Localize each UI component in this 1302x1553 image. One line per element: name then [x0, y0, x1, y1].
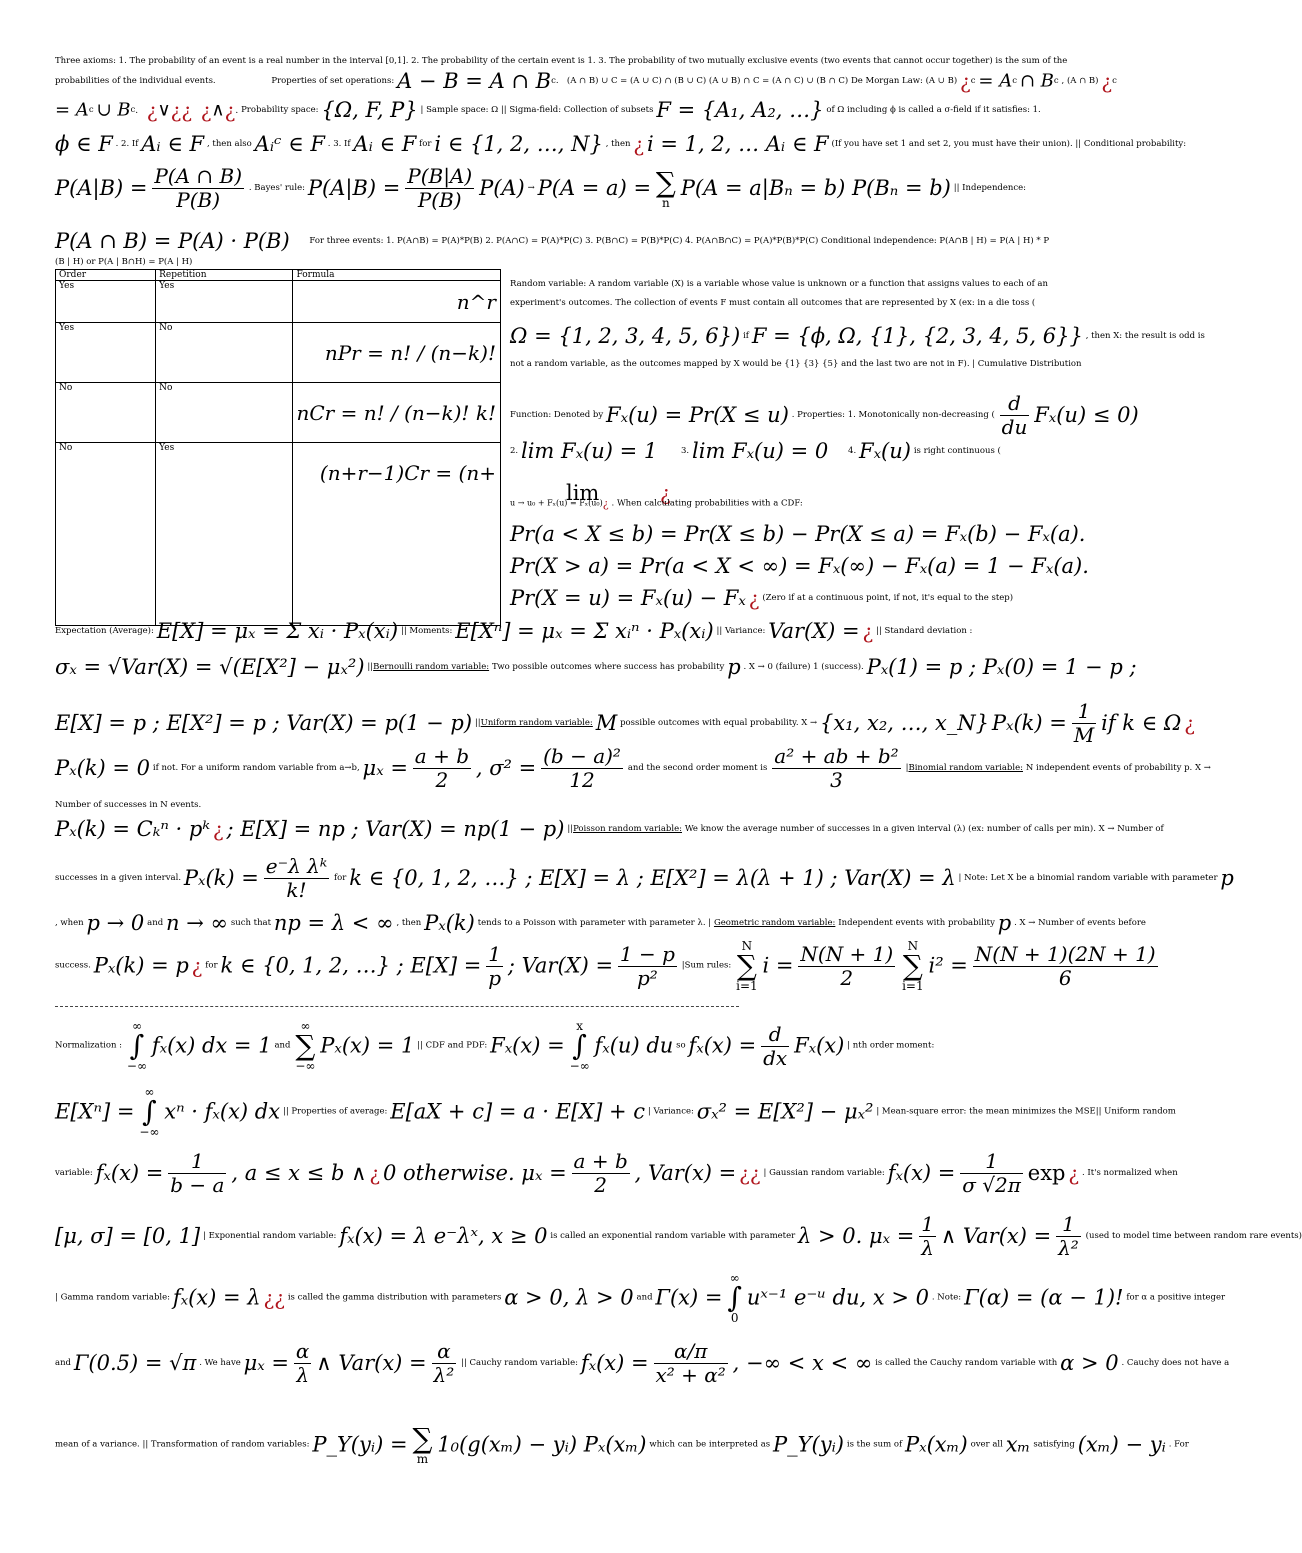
independence-eq: P(A ∩ B) = P(A) · P(B) — [55, 229, 290, 253]
table-row: Yes Yes n^r — [56, 281, 501, 323]
normalization-eq: fₓ(x) dx = 1 — [151, 1033, 272, 1058]
variance-eq: Var(X) = — [768, 619, 860, 643]
geometric-sum-line: success. Pₓ(k) = p ¿ for k ∈ {0, 1, 2, …} ; E[X] = $\frac{1}{p}$ ; Var(X) = $\frac{1 - p}{\text{p²}}$ |Sum rules: N ∑ i=1 i = $\frac{N(N + 1)}{2}$ N ∑ i=1 i² = $\frac{N(N + 1)(2N + 1)}{6}$ — [55, 939, 1156, 993]
independence-line — [55, 230, 1145, 253]
nth-moment-line: E[Xⁿ] = ∞ ∫ −∞ xⁿ · fₓ(x) dx || Properties of average: E[aX + c] = a · E[X] + c | Variance: σₓ² = E[X²] − μₓ² | Mean-square error: the mean minimizes the MSE|| Uniform random — [55, 1085, 1176, 1139]
transformation-line: mean of a variance. || Transformation of random variables: P_Y(yᵢ) = ∑ m 1₀(g(xₘ) − yᵢ) Pₓ(xₘ) which can be interpreted as P_Y(yᵢ) is the sum of Pₓ(xₘ) over all xₘ satisfying (xₘ) − yᵢ . For — [55, 1422, 1189, 1466]
cdf-tail-eq: Pr(X > a) = Pr(a < X < ∞) = Fₓ(∞) − Fₓ(a) = 1 − Fₓ(a). — [510, 554, 1089, 578]
poisson-line: successes in a given interval. Pₓ(k) = $\frac{\text{e⁻λ λᵏ}}{k!}$ for k ∈ {0, 1, 2, …} ; E[X] = λ ; E[X²] = λ(λ + 1) ; Var(X) = λ | Note: Let X be a binomial random variable with parameter p — [55, 854, 1234, 902]
exponential-line: [μ, σ] = [0, 1] | Exponential random variable: fₓ(x) = λ e⁻λˣ, x ≥ 0 is called an exponential random variable with parameter λ > 0. μₓ = $\frac{1}{\lambda}$ ∧ Var(x) = $\frac{1}{\text{λ²}}$ (used to model time between random rare events) — [55, 1212, 1302, 1260]
table-row: No Yes (n+r−1)Cr = (n+ — [56, 443, 501, 626]
table-row: No No nCr = n! / (n−k)! k! — [56, 383, 501, 443]
nth-moment-eq: xⁿ · fₓ(x) dx — [164, 1099, 281, 1124]
counting-table — [55, 269, 501, 626]
bayes-line: P(A|B) = $\frac{P(A \cap B)}{P(B)}$ . Bayes' rule: P(A|B) = $\frac{P(B|A)}{P(B)}$ P(A) → P(A = a) = ∑ n P(A = a|Bₙ = b) P(Bₙ = b) || Independence: — [55, 164, 1027, 212]
gamma-eq: fₓ(x) = λ — [172, 1285, 261, 1310]
prob-space-label: Probability space: — [241, 104, 319, 115]
cdf-point-eq: Pr(X = u) = Fₓ(u) − Fₓ — [510, 586, 746, 610]
table-header: Formula — [293, 270, 501, 281]
prob-space-eq: {Ω, F, P} — [321, 98, 418, 122]
transformation-eq: 1₀(g(xₘ) − yᵢ) Pₓ(xₘ) — [437, 1432, 647, 1457]
uniform-moments-line: Pₓ(k) = 0 if not. For a uniform random variable from a→b, μₓ = $\frac{a + b}{2}$ , σ² = $\frac{\text{(b − a)²}}{12}$ and the second order moment is $\frac{\text{a² + ab + b²}}{3}$ |Binomial random variable: N independent events of probability p. X → — [55, 744, 1211, 792]
expectation-eq: E[X] = μₓ = Σ xᵢ · Pₓ(xᵢ) — [156, 619, 399, 643]
expectation-line: Expectation (Average): E[X] = μₓ = Σ xᵢ · Pₓ(xᵢ) || Moments: E[Xⁿ] = μₓ = Σ xᵢⁿ · Pₓ(xᵢ) || Variance: Var(X) = ¿ || Standard deviation : — [55, 619, 973, 644]
geometric-eq: Pₓ(k) = p — [93, 953, 189, 978]
three-events-text: For three events: 1. P(A∩B) = P(A)*P(B) 2. P(A∩C) = P(A)*P(C) 3. P(B∩C) = P(B)*P(C) 4. P(A∩B∩C) = P(A)*P(B)*P(C) Conditional independence: P(A∩B | H) = P(A | H) * P — [309, 235, 1050, 246]
axioms-text-cont: probabilities of the individual events. — [55, 75, 216, 86]
binomial-poisson-line: Pₓ(k) = Cₖⁿ · pᵏ ¿ ; E[X] = np ; Var(X) = np(1 − p) ||Poisson random variable: We know the average number of successes in a given interval (λ) (ex: number of calls per min). X → Number of — [55, 817, 1164, 842]
continuous-uniform-line: variable: fₓ(x) = $\frac{1}{b - a}$ , a ≤ x ≤ b ∧ ¿ 0 otherwise. μₓ = $\frac{a + b}{2}$ , Var(x) = ¿¿ | Gaussian random variable: fₓ(x) = $\frac{1}{\sigma √2\pi}$ exp ¿ . It's normalized when — [55, 1149, 1178, 1197]
formula-cell: nCr = n! / (n−k)! k! — [293, 383, 501, 443]
probability-space-line: = Ac ∪ Bc. ¿∨¿¿ ¿∧¿. Probability space: {Ω, F, P} | Sample space: Ω || Sigma-field: Collection of subsets F = {A₁, A₂, …} of Ω including ϕ is called a σ-field if it satisfies: 1. — [55, 98, 1041, 123]
std-eq: σₓ = √Var(X) = √(E[X²] − μₓ²) — [55, 655, 365, 679]
std-bernoulli-line: σₓ = √Var(X) = √(E[X²] − μₓ²) ||Bernoulli random variable: Two possible outcomes where success has probability p . X → 0 (failure) 1 (success). Pₓ(1) = p ; Pₓ(0) = 1 − p ; — [55, 655, 1137, 679]
rv-definition: Random variable: A random variable (X) is a variable whose value is unknown or a function that assigns values to each of an — [510, 279, 1048, 289]
bernoulli-eq: Pₓ(1) = p ; Pₓ(0) = 1 − p ; — [866, 655, 1137, 679]
sigma-field-conditions: ϕ ∈ F . 2. If Aᵢ ∈ F , then also Aᵢᶜ ∈ F . 3. If Aᵢ ∈ F for i ∈ {1, 2, …, N} , then ¿ i = 1, 2, … Aᵢ ∈ F (If you have set 1 and set 2, you must have their union). || Conditional probability: — [55, 132, 1187, 157]
exponential-eq: fₓ(x) = λ e⁻λˣ, x ≥ 0 — [339, 1223, 548, 1248]
sigma-field-eq: F = {A₁, A₂, …} — [656, 98, 824, 122]
cauchy-line: and Γ(0.5) = √π . We have μₓ = $\frac{\alpha}{\lambda}$ ∧ Var(x) = $\frac{\alpha}{\text{λ²}}$ || Cauchy random variable: fₓ(x) = $\frac{\alpha/\pi}{\text{x² + α²}}$ , −∞ < x < ∞ is called the Cauchy random variable with α > 0 . Cauchy does not have a — [55, 1339, 1230, 1387]
poisson-eq: k ∈ {0, 1, 2, …} ; E[X] = λ ; E[X²] = λ(λ + 1) ; Var(X) = λ — [349, 865, 956, 890]
axioms-line — [55, 57, 1145, 68]
table-header: Order — [56, 270, 156, 281]
sum-rule-1: i = — [762, 953, 794, 978]
table-header: Repetition — [156, 270, 293, 281]
moments-eq: E[Xⁿ] = μₓ = Σ xᵢⁿ · Pₓ(xᵢ) — [455, 619, 714, 643]
gamma-line: | Gamma random variable: fₓ(x) = λ ¿¿ is called the gamma distribution with parameters α > 0, λ > 0 and Γ(x) = ∞ ∫ 0 uˣ⁻¹ e⁻ᵘ du, x > 0 . Note: Γ(α) = (α − 1)! for α a positive integer — [55, 1271, 1226, 1325]
glyph: ¿ — [960, 69, 971, 94]
document-page: Three axioms: 1. The probability of an event is a real number in the interval [0,1]. 2. The probability of the certain event is 1. 3. The probability of two mutually exclusive events (two events that cannot occur together) is the sum of the probabilities of the individual events. Properties of set operations: A − B = A ∩ Bc. (A ∩ B) ∪ C = (A ∪ C) ∩ (B ∪ C) (A ∪ B) ∩ C = (A ∩ C) ∪ (B ∩ C) De Morgan Law: (A ∪ B) ¿c = Ac ∩ Bc , (A ∩ B) ¿c = Ac ∪ Bc. ¿∨¿¿ ¿∧¿. Probability space: {Ω, F, P} | Sample space: Ω || Sigma-field: Collection of subsets F = {A₁, A₂, …} of Ω including ϕ is called a σ-field if it satisfies: 1. ϕ ∈ F . 2. If Aᵢ ∈ F , then also Aᵢᶜ ∈ F . 3. If Aᵢ ∈ F for i ∈ {1, 2, …, N} , then ¿ i = 1, 2, … Aᵢ ∈ F (If you have set 1 and set 2, you must have their union). || Conditional probability: P(A|B) = $\frac{P(A \cap B)}{P(B)}$ . Bayes' rule: P(A|B) = $\frac{P(B|A)}{P(B)}$ P(A) → P(A = a) = ∑ n P(A = a|Bₙ = b) P(Bₙ = b) || Independence: P(A ∩ B) = P(A) · P(B) For three events: 1. P(A∩B) = P(A)*P(B) 2. P(A∩C) = P(A)*P(C) 3. P(B∩C) = P(B)*P(C) 4. P(A∩B∩C) = P(A)*P(B)*P(C) Conditional independence: P(A∩B | H) = P(A | H) * P (B | H) or P(A | B∩H) = P(A | H) Order Repetition Formula Yes Yes n^r Yes No nPr = n! / (n−k)! No No nCr = n! / (n−k)! k! No Yes (n+r−1)Cr = (n+ Random variable: A random variable (X) is a variable whose value is unknown or a function that assigns values to each of an experiment's outcomes. The collection of events F must contain all outcomes that are represented by X (ex: in a die toss ( Ω = {1, 2, 3, 4, 5, 6}) if F = {ϕ, Ω, {1}, {2, 3, 4, 5, 6}} , then X: the result is odd is not a random variable, as the outcomes mapped by X would be {1} {3} {5} and the last two are not in F). | Cumulative Distribution Function: Denoted by Fₓ(u) = Pr(X ≤ u) . Properties: 1. Monotonically non-decreasing ( $\frac{d}{du}$ Fₓ(u) ≤ 0) 2. lim Fₓ(u) = 1 3. lim Fₓ(u) = 0 4. Fₓ(u) is right continuous ( lim ¿ u → u₀ + Fₓ(u) = Fₓ(u₀)¿ . When calculating probabilities with a CDF: Pr(a < X ≤ b) = Pr(X ≤ b) − Pr(X ≤ a) = Fₓ(b) − Fₓ(a). Pr(X > a) = Pr(a < X < ∞) = Fₓ(∞) − Fₓ(a) = 1 − Fₓ(a). Pr(X = u) = Fₓ(u) − Fₓ ¿ (Zero if at a continuous point, if not, it's equal to the step) Expectation (Average): E[X] = μₓ = Σ xᵢ · Pₓ(xᵢ) || Moments: E[Xⁿ] = μₓ = Σ xᵢⁿ · Pₓ(xᵢ) || Variance: Var(X) = ¿ || Standard deviation : σₓ = √Var(X) = √(E[X²] − μₓ²) ||Bernoulli random variable: Two possible outcomes where success has probability p . X → 0 (failure) 1 (success). Pₓ(1) = p ; Pₓ(0) = 1 − p ; E[X] = p ; E[X²] = p ; Var(X) = p(1 − p) ||Uniform random variable: M possible outcomes with equal probability. X → {x₁, x₂, …, x_N} Pₓ(k) = $\frac{1}{M}$ if k ∈ Ω ¿ Pₓ(k) = 0 if not. For a uniform random variable from a→b, μₓ = $\frac{a + b}{2}$ , σ² = $\frac{\text{(b − a)²}}{12}$ and the second order moment is $\frac{\text{a² + ab + b²}}{3}$ |Binomial random variable: N independent events of probability p. X → Number of successes in N events. Pₓ(k) = Cₖⁿ · pᵏ ¿ ; E[X] = np ; Var(X) = np(1 − p) ||Poisson random variable: We know the average number of successes in a given interval (λ) (ex: number of calls per min). X → Number of successes in a given interval. Pₓ(k) = $\frac{\text{e⁻λ λᵏ}}{k!}$ for k ∈ {0, 1, 2, …} ; E[X] = λ ; E[X²] = λ(λ + 1) ; Var(X) = λ | Note: Let X be a binomial random variable with parameter p , when p → 0 and n → ∞ such that np = λ < ∞ , then Pₓ(k) tends to a Poisson with parameter with parameter λ. | Geometric random variable: Independent events with probability p . X → Number of events before success. Pₓ(k) = p ¿ for k ∈ {0, 1, 2, …} ; E[X] = $\frac{1}{p}$ ; Var(X) = $\frac{1 - p}{\text{p²}}$ |Sum rules: N ∑ i=1 i = $\frac{N(N + 1)}{2}$ N ∑ i=1 i² = $\frac{N(N + 1)(2N + 1)}{6}$ Normalization : ∞ ∫ −∞ fₓ(x) dx = 1 and ∞ ∑ −∞ Pₓ(x) = 1 || CDF and PDF: Fₓ(x) = x ∫ −∞ fₓ(u) du so fₓ(x) = $\frac{d}{dx}$ Fₓ(x) | nth order moment: E[Xⁿ] = ∞ ∫ −∞ xⁿ · fₓ(x) dx || Properties of average: E[aX + c] = a · E[X] + c | Variance: σₓ² = E[X²] − μₓ² | Mean-square error: the mean minimizes the MSE|| Uniform random variable: fₓ(x) = $\frac{1}{b - a}$ , a ≤ x ≤ b ∧ ¿ 0 otherwise. μₓ = $\frac{a + b}{2}$ , Var(x) = ¿¿ | Gaussian random variable: fₓ(x) = $\frac{1}{\sigma √2\pi}$ exp ¿ . It's normalized when [μ, σ] = [0, 1] | Exponential random variable: fₓ(x) = λ e⁻λˣ, x ≥ 0 is called an exponential random variable with parameter λ > 0. μₓ = $\frac{1}{\lambda}$ ∧ Var(x) = $\frac{1}{\text{λ²}}$ (used to model time between random rare events) | Gamma random variable: fₓ(x) = λ ¿¿ is called the gamma distribution with parameters α > 0, λ > 0 and Γ(x) = ∞ ∫ 0 uˣ⁻¹ e⁻ᵘ du, x > 0 . Note: Γ(α) = (α − 1)! for α a positive integer and Γ(0.5) = √π . We have μₓ = $\frac{\alpha}{\lambda}$ ∧ Var(x) = $\frac{\alpha}{\text{λ²}}$ || Cauchy random variable: fₓ(x) = $\frac{\alpha/\pi}{\text{x² + α²}}$ , −∞ < x < ∞ is called the Cauchy random variable with α > 0 . Cauchy does not have a mean of a variance. || Transformation of random variables: P_Y(yᵢ) = ∑ m 1₀(g(xₘ) − yᵢ) Pₓ(xₘ) which can be interpreted as P_Y(yᵢ) is the sum of Pₓ(xₘ) over all xₘ satisfying (xₘ) − yᵢ . For — [55, 56, 1302, 1466]
cond-independence-line: (B | H) or P(A | B∩H) = P(A | H) — [55, 257, 193, 267]
cdf-definition: Function: Denoted by Fₓ(u) = Pr(X ≤ u) . Properties: 1. Monotonically non-decreasing ( $\frac{d}{du}$ Fₓ(u) ≤ 0) — [510, 391, 1139, 439]
uniform-discrete-line: E[X] = p ; E[X²] = p ; Var(X) = p(1 − p) ||Uniform random variable: M possible outcomes with equal probability. X → {x₁, x₂, …, x_N} Pₓ(k) = $\frac{1}{M}$ if k ∈ Ω ¿ — [55, 699, 1195, 747]
poisson-limit-line: , when p → 0 and n → ∞ such that np = λ < ∞ , then Pₓ(k) tends to a Poisson with parameter with parameter λ. | Geometric random variable: Independent events with probability p . X → Number of events before — [55, 911, 1146, 935]
table-row: Yes No nPr = n! / (n−k)! — [56, 323, 501, 383]
binomial-eq: Pₓ(k) = Cₖⁿ · pᵏ — [55, 817, 211, 841]
normalization-line: Normalization : ∞ ∫ −∞ fₓ(x) dx = 1 and ∞ ∑ −∞ Pₓ(x) = 1 || CDF and PDF: Fₓ(x) = x ∫ −∞ fₓ(u) du so fₓ(x) = $\frac{d}{dx}$ Fₓ(x) | nth order moment: — [55, 1019, 935, 1073]
set-operations-line: probabilities of the individual events. Properties of set operations: A − B = A ∩ Bc. (A ∩ B) ∪ C = (A ∪ C) ∩ (B ∪ C) (A ∪ B) ∩ C = (A ∩ C) ∪ (B ∩ C) De Morgan Law: (A ∪ B) ¿c = Ac ∩ Bc , (A ∩ B) ¿c — [55, 69, 1117, 94]
distributive-laws: (A ∩ B) ∪ C = (A ∪ C) ∩ (B ∪ C) (A ∪ B) ∩ C = (A ∩ C) ∪ (B ∩ C) De Morgan Law: (A ∪ B) — [566, 75, 958, 86]
cauchy-eq: fₓ(x) = — [580, 1350, 649, 1375]
cdf-interval-eq: Pr(a < X ≤ b) = Pr(X ≤ b) − Pr(X ≤ a) = Fₓ(b) − Fₓ(a). — [510, 522, 1086, 546]
formula-cell: n^r — [293, 281, 501, 323]
set-ops-label: Properties of set operations: — [271, 75, 395, 86]
section-divider — [55, 1006, 739, 1007]
sum-rule-2: i² = — [928, 953, 968, 978]
bayes-rule-eq: P(A|B) = — [307, 175, 401, 200]
formula-cell: nPr = n! / (n−k)! — [293, 323, 501, 383]
sigma-field-label: | Sample space: Ω || Sigma-field: Collection of subsets — [420, 104, 654, 115]
table-header-row — [56, 270, 501, 281]
formula-cell: (n+r−1)Cr = (n+ — [293, 443, 501, 626]
total-probability-eq: P(A = a) = — [537, 175, 652, 200]
set-difference-eq: A − B = A ∩ B — [397, 69, 552, 93]
axioms-text: Three axioms: 1. The probability of an event is a real number in the interval [0,1]. 2. The probability of the certain event is 1. 3. The probability of two mutually exclusive events (two events that cannot occur together) is the sum of the — [55, 56, 1068, 66]
conditional-prob-eq: P(A|B) = — [55, 175, 148, 200]
